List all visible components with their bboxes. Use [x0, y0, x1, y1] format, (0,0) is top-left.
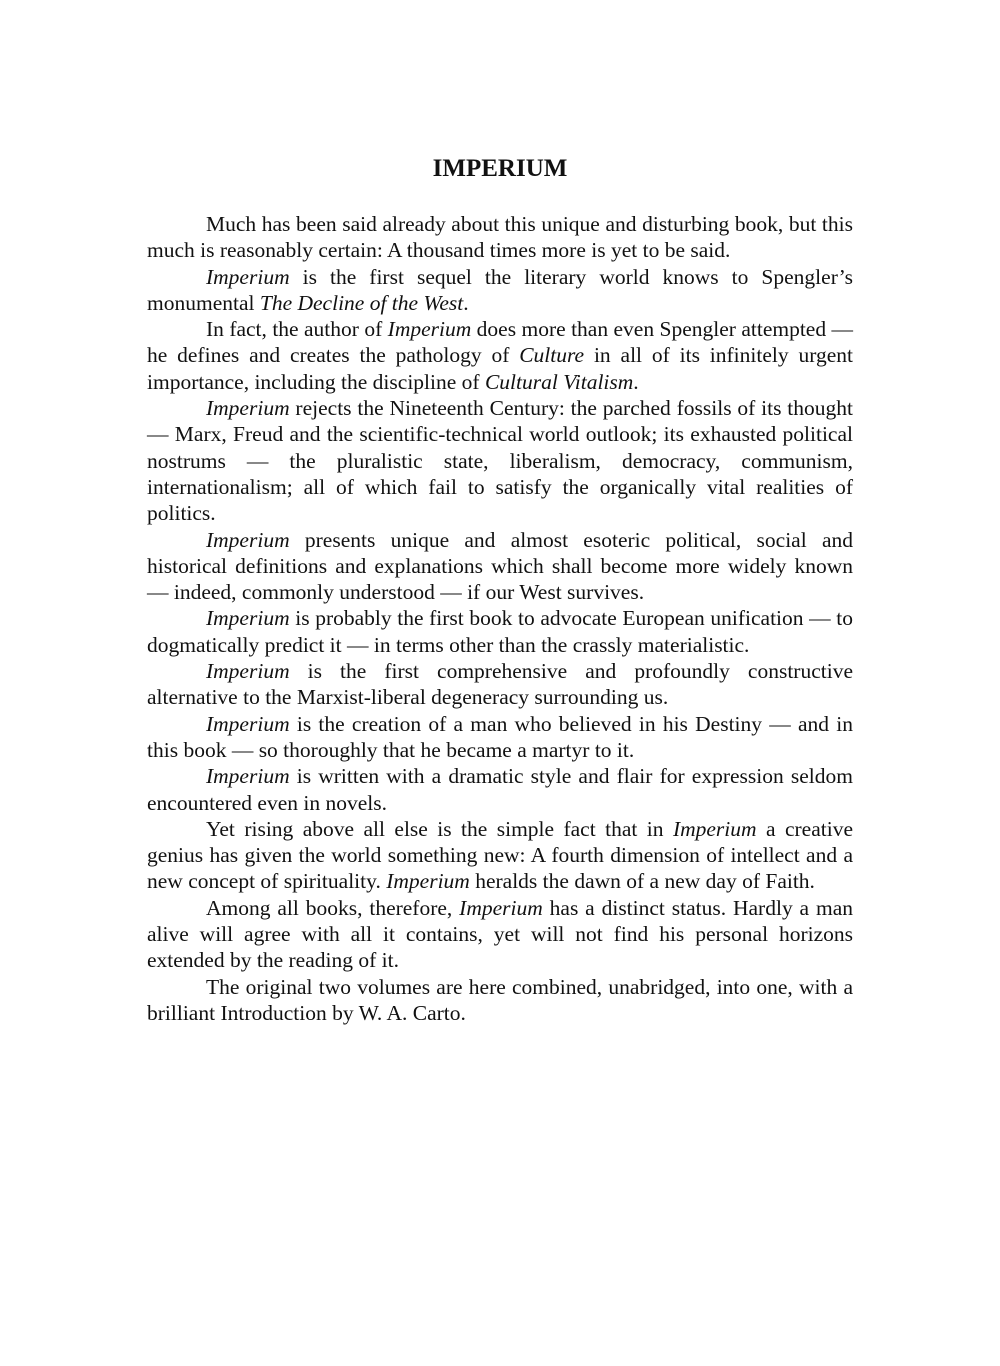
- text-run: Among all books, therefore,: [206, 895, 460, 920]
- text-run: in all of its infinitely urgent importance, including the discipline of: [147, 343, 853, 394]
- paragraph: [147, 974, 853, 1027]
- paragraph: [147, 895, 853, 974]
- italic-text: Imperium: [387, 317, 472, 342]
- text-run: has a distinct status. Hardly a man alive will agree with all it contains, yet will not find his personal horizons extended by the reading of it.: [147, 895, 853, 973]
- italic-text: The Decline of the West: [259, 290, 464, 315]
- paragraph: [147, 658, 853, 711]
- paragraph: [147, 264, 853, 317]
- italic-text: Imperium: [386, 869, 470, 894]
- italic-text: Imperium: [206, 764, 290, 789]
- italic-text: Imperium: [206, 264, 290, 289]
- text-run: .: [463, 290, 469, 315]
- text-run: Much has been said already about this unique and disturbing book, but this much is reasonably certain: A thousand times more is yet to be said.: [147, 212, 853, 263]
- italic-text: Imperium: [206, 659, 290, 684]
- text-run: is the first comprehensive and profoundly constructive alternative to the Marxist-liberal degeneracy surrounding us.: [147, 659, 853, 710]
- italic-text: Imperium: [459, 895, 543, 920]
- text-run: is written with a dramatic style and flair for expression seldom encountered even in novels.: [147, 764, 853, 815]
- paragraph: [147, 605, 853, 658]
- italic-text: Culture: [519, 343, 585, 368]
- text-run: a creative genius has given the world something new: A fourth dimension of intellect and a new concept of spirituality.: [147, 816, 853, 894]
- text-run: In fact, the author of: [206, 317, 388, 342]
- page-title: IMPERIUM: [432, 155, 568, 182]
- document-page: [147, 152, 853, 1026]
- text-run: does more than even Spengler attempted — he defines and creates the pathology of: [147, 317, 854, 368]
- paragraph: [147, 527, 853, 606]
- italic-text: Imperium: [206, 527, 290, 552]
- paragraph: [147, 763, 853, 816]
- text-run: Yet rising above all else is the simple fact that in: [206, 816, 673, 841]
- text-run: is the first sequel the literary world knows to Spengler’s monumental: [147, 264, 853, 315]
- paragraph: [147, 316, 853, 395]
- text-run: .: [633, 369, 639, 394]
- body-text: [147, 211, 853, 1026]
- italic-text: Imperium: [206, 606, 290, 631]
- paragraph: [147, 816, 853, 895]
- italic-text: Cultural Vitalism: [484, 369, 634, 394]
- paragraph: [147, 211, 853, 264]
- text-run: rejects the Nineteenth Century: the parched fossils of its thought — Marx, Freud and the scientific-technical world outlook; its exhausted political nostrums — the pluralistic state, liberalism, democracy, communism, internationalism; all of which fail to satisfy the organically vital realities of politics.: [147, 396, 853, 526]
- paragraph: [147, 395, 853, 526]
- text-run: presents unique and almost esoteric political, social and historical definitions and explanations which shall become more widely known — indeed, commonly understood — if our West survives.: [147, 527, 853, 605]
- paragraph: [147, 711, 853, 764]
- italic-text: Imperium: [206, 711, 290, 736]
- text-run: is probably the first book to advocate European unification — to dogmatically predict it — in terms other than the crassly materialistic.: [147, 606, 853, 657]
- text-run: heralds the dawn of a new day of Faith.: [469, 869, 815, 894]
- text-run: is the creation of a man who believed in his Destiny — and in this book — so thoroughly that he became a martyr to it.: [147, 711, 853, 762]
- italic-text: Imperium: [206, 396, 290, 421]
- italic-text: Imperium: [672, 816, 757, 841]
- text-run: The original two volumes are here combined, unabridged, into one, with a brilliant Introduction by W. A. Carto.: [147, 974, 853, 1025]
